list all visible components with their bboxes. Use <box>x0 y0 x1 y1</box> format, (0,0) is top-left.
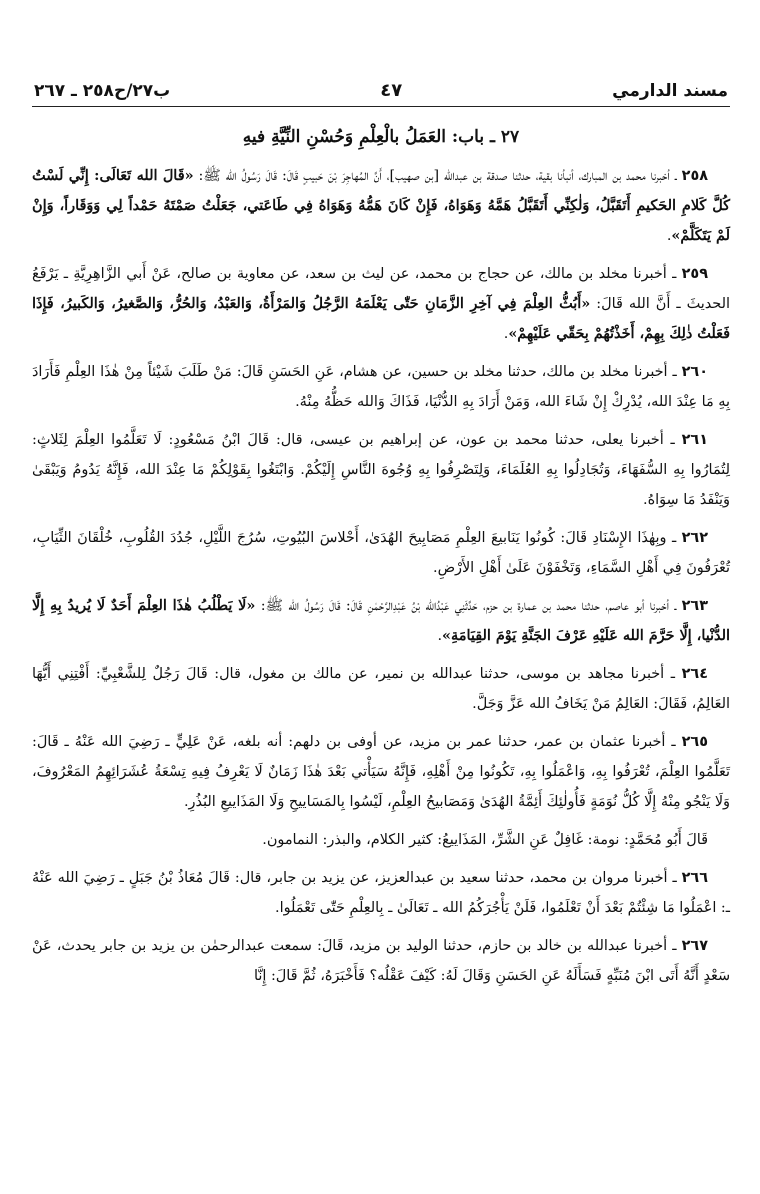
hadith-text: «لَا يَطْلُبُ هٰذَا العِلْمَ أَحَدٌ لَا يُريدُ بِهِ إِلَّا الدُّنْيا، إِلَّا حَرَّمَ الله عَلَيْهِ عَرْفَ الجَنَّةِ يَوْمَ القِيَامَةِ» <box>32 597 730 644</box>
hadith-entry: ٢٦١ ـ أخبرنا يعلى، حدثنا محمد بن عون، عن إبراهيم بن عيسى، قال: قَالَ ابْنُ مَسْعُودٍ: لَا تَعَلَّمُوا العِلْمَ لِثَلاثٍ: لِتُمَارُوا بِهِ السُّفَهَاءَ، وَتُجَادِلُوا بِهِ العُلَمَاءَ، وَلِتَصْرِفُوا بِهِ وُجُوهَ النَّاسِ إِلَيْكُمْ. وَابْتَغُوا بِقَوْلِكُمْ مَا عِنْدَ الله، فَإِنَّهُ يَدُومُ وَيَبْقَىٰ وَيَنْفَدُ مَا سِوَاهُ. <box>32 432 730 508</box>
hadith-number: ٢٥٨ <box>681 168 709 184</box>
hadith-entry: ٢٦٢ ـ وبِهٰذَا الإِسْنَادِ قَالَ: كُونُوا يَنَابيعَ العِلْمِ مَصَابِيحَ الهُدَىٰ، أَحْلاسَ البُيُوتِ، سُرُجَ اللَّيْلِ، جُدُدَ القُلُوبِ، خُلْقَانَ الثِّيَابِ، تُعْرَفُونَ فِي أَهْلِ السَّمَاءِ، وَتَخْفَوْنَ عَلَىٰ أَهْلِ الأَرْضِ. <box>32 530 730 576</box>
chapter-title: ٢٧ ـ باب: العَمَلُ بالْعِلْمِ وَحُسْنِ النِّيَّةِ فيهِ <box>242 127 520 147</box>
hadith-number: ٢٦٠ <box>681 364 708 380</box>
hadith-number: ٢٥٩ <box>681 266 708 282</box>
page <box>32 80 730 1182</box>
hadith-text: «قَالَ الله تَعَالَى: إِنِّي لَسْتُ كُلَّ كَلامِ الحَكيمِ أَتَقَبَّلُ، وَلٰكِنِّي أَتَقَبَّلُ هَمَّهُ وَهَوَاهُ، فَإِنْ كَانَ هَمُّهُ وَهَوَاهُ فِي طَاعَتي، جَعَلْتُ صَمْتَهُ حَمْداً لِي وَوَقَاراً، وَإِنْ لَمْ يَتَكَلَّمْ» <box>32 167 730 244</box>
hadith-number: ٢٦١ <box>681 432 708 448</box>
running-header <box>32 80 730 107</box>
book-title: مسند الدارمي <box>612 81 728 101</box>
hadith-entry: ٢٥٨ ـ أخبرنا محمد بن المبارك، أنبأنا بقية، حدثنا صدقة بن عبدالله [بن صهيب]، أَنَّ المُهاجِرَ بْنَ حَبيبٍ قَالَ: قَالَ رَسُولُ الله ﷺ: «قَالَ الله تَعَالَى: إِنِّي لَسْتُ كُلَّ كَلامِ الحَكيمِ أَتَقَبَّلُ، وَلٰكِنِّي أَتَقَبَّلُ هَمَّهُ وَهَوَاهُ، فَإِنْ كَانَ هَمُّهُ وَهَوَاهُ فِي طَاعَتي، جَعَلْتُ صَمْتَهُ حَمْداً لِي وَوَقَاراً، وَإِنْ لَمْ يَتَكَلَّمْ». <box>32 167 730 244</box>
page-number: ٤٧ <box>380 80 403 101</box>
hadith-number: ٢٦٣ <box>681 598 708 614</box>
hadith-entry: ٢٦٦ ـ أخبرنا مروان بن محمد، حدثنا سعيد بن عبدالعزيز، عن يزيد بن جابر، قال: قَالَ مُعَاذُ بْنُ جَبَلٍ ـ رَضِيَ الله عَنْهُ ـ: اعْمَلُوا مَا شِئْتُمْ بَعْدَ أَنْ تَعْلَمُوا، فَلَنْ يَأْجُرَكُمُ الله ـ تَعَالَىٰ ـ بِالعِلْمِ حَتّٰى تَعْمَلُوا. <box>32 870 730 916</box>
hadith-number: ٢٦٦ <box>681 870 708 886</box>
hadith-entry: ٢٦٧ ـ أخبرنا عبدالله بن خالد بن حازم، حدثنا الوليد بن مزيد، قَالَ: سمعت عبدالرحمٰن بن يزيد بن جابر يحدث، عَنْ سَعْدٍ أَنَّهُ أَتَى ابْنَ مُنَبِّهٍ فَسَأَلَهُ عَنِ الحَسَنِ وَقَالَ لَهُ: كَيْفَ عَقْلُه؟ فَأَخْبَرَهُ، ثُمَّ قَالَ: إِنَّا <box>32 938 730 984</box>
hadith-number: ٢٦٤ <box>681 666 708 682</box>
hadith-number: ٢٦٢ <box>681 530 708 546</box>
hadith-number: ٢٦٥ <box>681 734 708 750</box>
commentary-note: قَالَ أَبُو مُحَمَّدٍ: نومة: غَافِلٌ عَنِ الشَّرِّ، المَذَاييعُ: كثير الكلام، والبذر: النمامون. <box>262 832 708 848</box>
hadith-text: «أَبُثُّ العِلْمَ فِي آخِرِ الزَّمَانِ حَتّٰى يَعْلَمَهُ الرَّجُلُ وَالمَرْأَةُ، وَالعَبْدُ، وَالحُرُّ، وَالصَّغيرُ، وَالكَبيرُ، فَإِذَا فَعَلْتُ ذٰلِكَ بِهِمْ، أَخَذْتُهُمْ بِحَقّي عَلَيْهِمْ» <box>32 295 730 342</box>
hadith-entry: ٢٥٩ ـ أخبرنا مخلد بن مالك، عن حجاج بن محمد، عن ليث بن سعد، عن معاوية بن صالح، عَنْ أَبي الزَّاهِرِيَّةِ ـ يَرْفَعُ الحديثَ ـ أَنَّ الله قَالَ: «أَبُثُّ العِلْمَ فِي آخِرِ الزَّمَانِ حَتّٰى يَعْلَمَهُ الرَّجُلُ وَالمَرْأَةُ، وَالعَبْدُ، وَالحُرُّ، وَالصَّغيرُ، وَالكَبيرُ، فَإِذَا فَعَلْتُ ذٰلِكَ بِهِمْ، أَخَذْتُهُمْ بِحَقّي عَلَيْهِمْ». <box>32 266 730 342</box>
hadith-number: ٢٦٧ <box>681 938 708 954</box>
hadith-entry: ٢٦٣ ـ أخبرنا أبو عاصم، حدثنا محمد بن عمارة بن حزم، حَدَّثَنِي عَبْدُالله بْنُ عَبْدِالرَّحْمٰنِ قَالَ: قَالَ رَسُولُ الله ﷺ: «لَا يَطْلُبُ هٰذَا العِلْمَ أَحَدٌ لَا يُريدُ بِهِ إِلَّا الدُّنْيا، إِلَّا حَرَّمَ الله عَلَيْهِ عَرْفَ الجَنَّةِ يَوْمَ القِيَامَةِ». <box>32 597 730 644</box>
hadith-range: ب٢٧/ح٢٥٨ ـ ٢٦٧ <box>34 81 171 101</box>
hadith-entry: ٢٦٠ ـ أخبرنا مخلد بن مالك، حدثنا مخلد بن حسين، عن هشام، عَنِ الحَسَنِ قَالَ: مَنْ طَلَبَ شَيْئاً مِنْ هٰذَا العِلْمِ فَأَرَادَ بِهِ مَا عِنْدَ الله، يُدْرِكْ إِنْ شَاءَ الله، وَمَنْ أَرَادَ بِهِ الدُّنْيَا، فَذَاكَ وَالله حَظُّهُ مِنْهُ. <box>32 364 730 410</box>
entries <box>32 161 730 991</box>
hadith-entry: ٢٦٤ ـ أخبرنا مجاهد بن موسى، حدثنا عبدالله بن نمير، عن مالك بن مغول، قال: قَالَ رَجُلٌ لِلشَّعْبِيِّ: أَفْتِنِي أَيُّهَا العَالِمُ، فَقَالَ: العَالِمُ مَنْ يَخَافُ الله عَزَّ وَجَلَّ. <box>32 666 730 712</box>
hadith-entry: ٢٦٥ ـ أخبرنا عثمان بن عمر، حدثنا عمر بن مزيد، عن أوفى بن دلهم: أنه بلغه، عَنْ عَلِيٍّ ـ رَضِيَ الله عَنْهُ ـ قَالَ: تَعَلَّمُوا العِلْمَ، تُعْرَفُوا بِهِ، وَاعْمَلُوا بِهِ، تَكُونُوا مِنْ أَهْلِهِ، فَإِنَّهُ سَيَأْتي بَعْدَ هٰذَا زَمَانٌ لَا يَعْرِفُ فِيهِ تِسْعَةُ عُشَرَائِهِمُ المَعْرُوفَ، وَلَا يَنْجُو مِنْهُ إِلَّا كُلُّ نُوَمَةٍ فَأُولٰئِكَ أَئِمَّةُ الهُدَىٰ وَمَصَابيحُ العِلْمِ، لَيْسُوا بِالمَسَاييحِ وَلَا المَذَاييعِ البُذُرِ. <box>32 734 730 810</box>
